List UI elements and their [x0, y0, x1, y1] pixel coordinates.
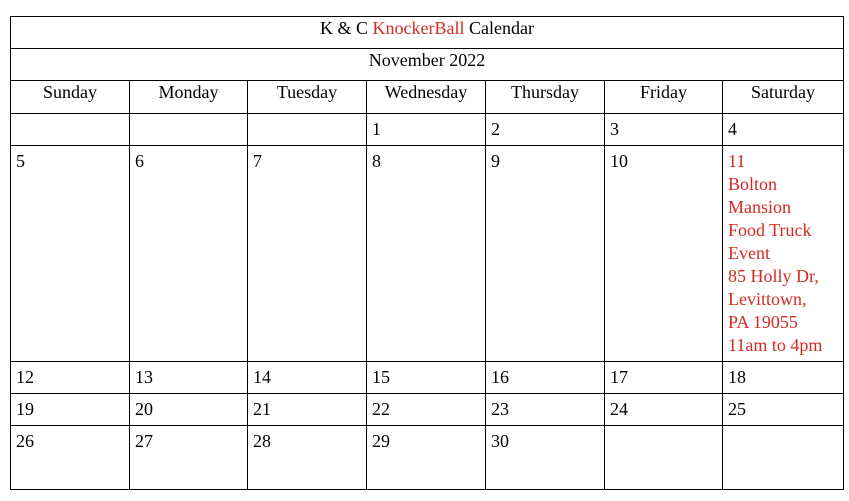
day-cell [11, 114, 130, 146]
day-number: 30 [491, 431, 509, 451]
title-prefix: K & C [320, 18, 373, 38]
day-cell [723, 426, 844, 490]
day-number: 15 [372, 367, 390, 387]
day-cell [248, 362, 367, 394]
day-number: 21 [253, 399, 271, 419]
day-number: 14 [253, 367, 271, 387]
day-cell [605, 146, 723, 362]
day-cell [723, 114, 844, 146]
weekday-header: Sunday [11, 81, 130, 114]
day-number: 17 [610, 367, 628, 387]
day-number: 20 [135, 399, 153, 419]
day-number: 3 [610, 119, 619, 139]
day-number: 9 [491, 151, 500, 171]
day-number: 29 [372, 431, 390, 451]
day-number: 25 [728, 399, 746, 419]
day-cell [367, 394, 486, 426]
day-number: 13 [135, 367, 153, 387]
day-cell [11, 426, 130, 490]
day-number: 4 [728, 119, 737, 139]
day-cell [11, 362, 130, 394]
weekday-header: Saturday [723, 81, 844, 114]
day-cell [11, 146, 130, 362]
day-cell [486, 114, 605, 146]
title-brand: KnockerBall [372, 18, 465, 38]
calendar-table [10, 16, 844, 490]
day-number: 28 [253, 431, 271, 451]
day-cell [486, 426, 605, 490]
day-cell [130, 426, 248, 490]
day-cell [367, 426, 486, 490]
title-suffix: Calendar [464, 18, 534, 38]
day-number: 16 [491, 367, 509, 387]
weekday-header: Monday [130, 81, 248, 114]
event-line: Levittown, [728, 289, 807, 309]
day-cell [248, 394, 367, 426]
day-cell [367, 146, 486, 362]
event-day-cell [723, 146, 844, 362]
event-line: PA 19055 [728, 312, 798, 332]
day-number: 1 [372, 119, 381, 139]
day-cell [605, 114, 723, 146]
day-cell [11, 394, 130, 426]
day-number: 27 [135, 431, 153, 451]
month-label: November 2022 [11, 49, 844, 81]
weekday-header: Wednesday [367, 81, 486, 114]
day-number: 18 [728, 367, 746, 387]
day-number: 8 [372, 151, 381, 171]
day-number: 6 [135, 151, 144, 171]
day-cell [130, 146, 248, 362]
weekday-header: Friday [605, 81, 723, 114]
day-number: 11 [728, 151, 746, 171]
day-number: 19 [16, 399, 34, 419]
day-cell [486, 394, 605, 426]
day-number [723, 426, 843, 430]
day-number [130, 114, 247, 118]
day-number: 5 [16, 151, 25, 171]
day-cell [367, 362, 486, 394]
day-cell [367, 114, 486, 146]
day-cell [723, 394, 844, 426]
day-cell [605, 426, 723, 490]
weekday-header: Thursday [486, 81, 605, 114]
event-line: Bolton [728, 174, 778, 194]
event-block [723, 146, 843, 357]
calendar-title [11, 17, 844, 49]
event-line: 85 Holly Dr, [728, 266, 819, 286]
day-number: 7 [253, 151, 262, 171]
event-line: Event [728, 243, 770, 263]
day-number: 23 [491, 399, 509, 419]
day-cell [130, 394, 248, 426]
day-cell [605, 362, 723, 394]
day-cell [248, 146, 367, 362]
day-cell [486, 146, 605, 362]
day-number [11, 114, 129, 118]
day-number: 22 [372, 399, 390, 419]
event-line: Mansion [728, 197, 791, 217]
day-number: 2 [491, 119, 500, 139]
day-number: 26 [16, 431, 34, 451]
day-cell [130, 362, 248, 394]
day-cell [486, 362, 605, 394]
day-cell [248, 114, 367, 146]
event-line: Food Truck [728, 220, 812, 240]
day-number [248, 114, 366, 118]
day-number [605, 426, 722, 430]
day-cell [605, 394, 723, 426]
day-cell [248, 426, 367, 490]
day-cell [130, 114, 248, 146]
day-number: 10 [610, 151, 628, 171]
day-number: 12 [16, 367, 34, 387]
day-number: 24 [610, 399, 628, 419]
weekday-header: Tuesday [248, 81, 367, 114]
day-cell [723, 362, 844, 394]
event-line: 11am to 4pm [728, 335, 823, 355]
